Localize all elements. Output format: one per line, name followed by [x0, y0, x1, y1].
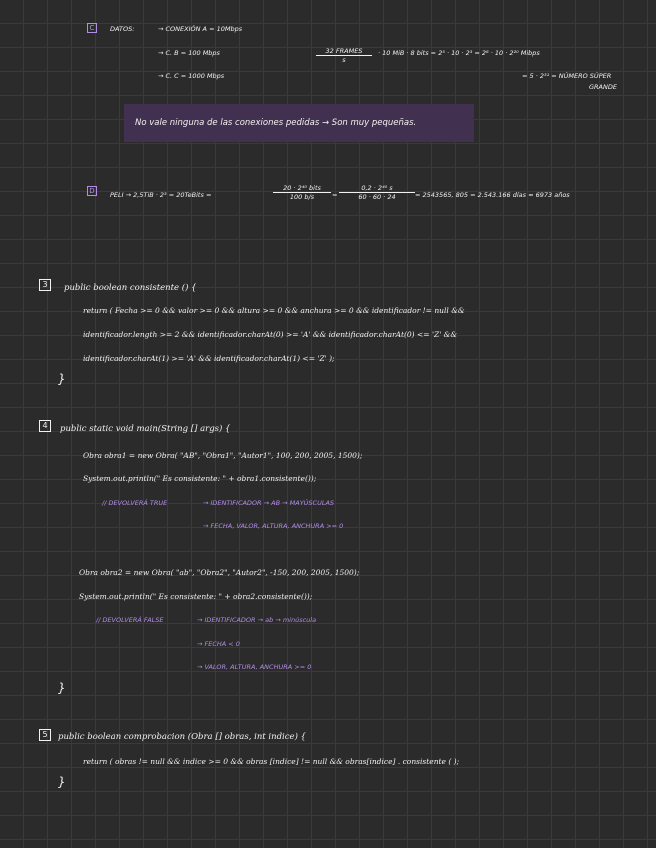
- bandwidth-calc: · 10 MiB · 8 bits = 2⁵ · 10 · 2³ = 2⁸ · 10 · 2²⁰ Mibps: [378, 49, 540, 57]
- obra2-note-fecha: → FECHA < 0: [197, 640, 240, 648]
- obra2-print: System.out.println(" Es consistente: " + obra2.consistente());: [79, 592, 313, 601]
- comprobacion-signature: public boolean comprobacion (Obra [] obras, int indice) {: [58, 732, 306, 742]
- comprobacion-close-brace: }: [58, 775, 66, 789]
- obra2-note-returns: // DEVOLVERÁ FALSE: [96, 616, 164, 624]
- main-signature: public static void main(String [] args) {: [60, 424, 231, 434]
- connection-c: → C. C = 1000 Mbps: [158, 72, 225, 80]
- obra2-declaration: Obra obra2 = new Obra( "ab", "Obra2", "Autor2", -150, 200, 2005, 1500);: [79, 568, 360, 577]
- obra1-note-returns: // DEVOLVERÁ TRUE: [102, 499, 168, 507]
- comprobacion-line-1: return ( obras != null && indice >= 0 && obras [indice] != null && obras[indice] . consistente ( );: [83, 757, 460, 766]
- fraction-1: [273, 184, 331, 201]
- obra2-note-identifier: → IDENTIFICADOR → ab → minúscula: [197, 616, 317, 624]
- section-d-label: D: [87, 186, 97, 196]
- bandwidth-result: = 5 · 2³¹ = NÚMERO SÚPER: [522, 72, 612, 80]
- obra1-print: System.out.println(" Es consistente: " + obra1.consistente());: [83, 474, 317, 483]
- consistente-line-1: return ( Fecha >= 0 && valor >= 0 && altura >= 0 && anchura >= 0 && identificador != null &&: [83, 306, 465, 315]
- fraction-2-numerator: 0,2 · 2⁴⁰ s: [339, 184, 415, 193]
- obra1-note-values: → FECHA, VALOR, ALTURA, ANCHURA >= 0: [203, 522, 344, 530]
- fraction-2-denominator: 60 · 60 · 24: [358, 193, 396, 201]
- frames-numerator: 32 FRAMES: [316, 47, 372, 56]
- main-close-brace: }: [58, 681, 66, 695]
- equals-sign: =: [332, 191, 338, 199]
- consistente-line-2: identificador.length >= 2 && identificador.charAt(0) >= 'A' && identificador.charAt(0) <= 'Z' &&: [83, 330, 458, 339]
- consistente-signature: public boolean consistente () {: [64, 283, 197, 293]
- frames-fraction: [316, 47, 372, 64]
- fraction-2: [339, 184, 415, 201]
- section-4-label: 4: [39, 420, 51, 432]
- obra2-note-values: → VALOR, ALTURA, ANCHURA >= 0: [197, 663, 312, 671]
- fraction-1-denominator: 100 b/s: [289, 193, 315, 201]
- section-5-label: 5: [39, 729, 51, 741]
- conclusion-text: No vale ninguna de las conexiones pedidas → Son muy pequeñas.: [135, 118, 417, 128]
- frames-denominator: s: [342, 56, 346, 64]
- bandwidth-result-2: GRANDE: [589, 83, 617, 91]
- peli-expression: PELI → 2,5TiB · 2³ = 20TeBits =: [110, 191, 212, 199]
- consistente-close-brace: }: [58, 372, 66, 386]
- fraction-1-numerator: 20 · 2⁴⁰ bits: [273, 184, 331, 193]
- obra1-declaration: Obra obra1 = new Obra( "AB", "Obra1", "Autor1", 100, 200, 2005, 1500);: [83, 451, 363, 460]
- section-3-label: 3: [39, 279, 51, 291]
- connection-b: → C. B = 100 Mbps: [158, 49, 220, 57]
- peli-result: = 2543565, 805 = 2.543.166 días ≈ 6973 años: [415, 191, 570, 199]
- consistente-line-3: identificador.charAt(1) >= 'A' && identificador.charAt(1) <= 'Z' );: [83, 354, 335, 363]
- connection-a: → CONEXIÓN A = 10Mbps: [158, 25, 243, 33]
- obra1-note-identifier: → IDENTIFICADOR → AB → MAYÚSCULAS: [203, 499, 335, 507]
- datos-label: DATOS:: [110, 25, 135, 33]
- section-c-label: C: [87, 23, 97, 33]
